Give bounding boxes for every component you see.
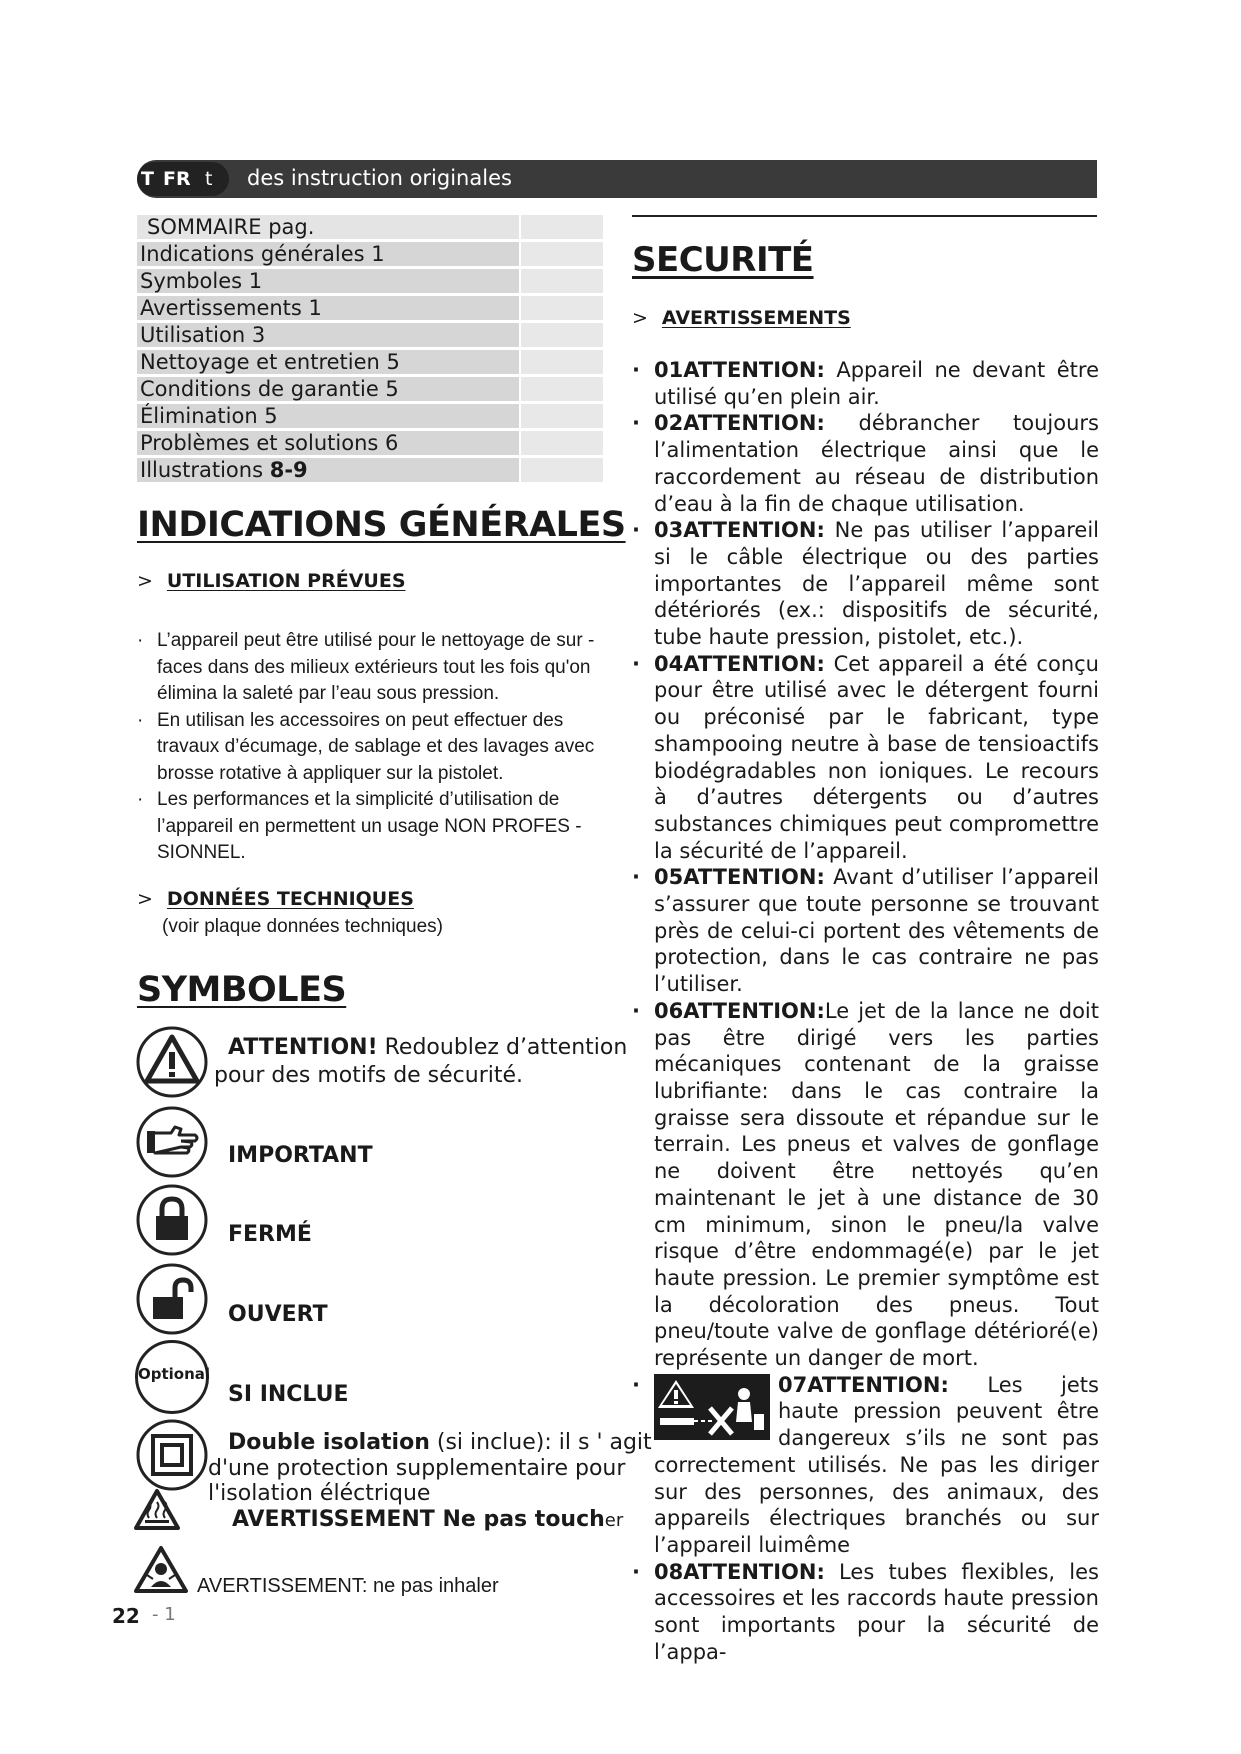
toc-heading: SOMMAIRE pag. bbox=[147, 215, 315, 239]
double-insulation-line3: l'isolation éléctrique bbox=[208, 1481, 431, 1506]
warnings-subtitle: > AVERTISSEMENTS bbox=[632, 307, 851, 329]
toc-item: Problèmes et solutions 6 bbox=[140, 431, 399, 455]
warning-02: · 02ATTENTION: débrancher toujours l’alimentation électrique ainsi que le raccordement au réseau de distribution d’eau à la fin de chaque utilisation. bbox=[632, 410, 1099, 517]
warning-04: · 04ATTENTION: Cet appareil a été conçu pour être utilisé avec le détergent fourni ou préconisé par le fabricant, type shampooing neutre à base de tensioactifs biodégradables non ioniques. Le recours à d’autres détergents ou d’autres substances chimiques peut compromettre la sécurité de l’appareil. bbox=[632, 651, 1099, 865]
header-title: des instruction originales bbox=[247, 166, 512, 190]
toc-row bbox=[137, 404, 603, 428]
warning-icon bbox=[135, 1025, 209, 1099]
important-label: IMPORTANT bbox=[228, 1143, 373, 1168]
page-number: 22 bbox=[112, 1604, 140, 1628]
toc-item: Utilisation 3 bbox=[140, 323, 266, 347]
no-spray-people-icon bbox=[654, 1374, 770, 1440]
double-insulation-line2: d'une protection supplementaire pour bbox=[208, 1456, 626, 1481]
toc-row bbox=[137, 269, 603, 293]
optional-icon-text: Optional bbox=[138, 1365, 211, 1383]
open-label: OUVERT bbox=[228, 1302, 328, 1327]
attention-line1: ATTENTION! Redoublez d’attention bbox=[228, 1035, 628, 1060]
toc-row bbox=[137, 350, 603, 374]
toc-item: Conditions de garantie 5 bbox=[140, 377, 399, 401]
included-label: SI INCLUE bbox=[228, 1382, 349, 1407]
toc-row bbox=[137, 377, 603, 401]
double-insulation-icon bbox=[135, 1418, 209, 1492]
toc-item: Avertissements 1 bbox=[140, 296, 322, 320]
pointing-hand-icon bbox=[135, 1105, 209, 1179]
indications-title: INDICATIONS GÉNÉRALES bbox=[137, 505, 626, 545]
optional-icon bbox=[135, 1340, 209, 1414]
toc-item: Indications générales 1 bbox=[140, 242, 385, 266]
tech-subtitle: > DONNÉES TECHNIQUES bbox=[137, 888, 414, 910]
hot-surface-icon bbox=[133, 1488, 181, 1532]
lock-open-icon bbox=[135, 1262, 209, 1336]
toc-row bbox=[137, 242, 603, 266]
toc-row bbox=[137, 431, 603, 455]
toc-row bbox=[137, 323, 603, 347]
uses-subtitle: > UTILISATION PRÉVUES bbox=[137, 570, 406, 592]
toc-item: Élimination 5 bbox=[140, 404, 278, 428]
header-bar bbox=[137, 160, 1097, 198]
list-item: · L’appareil peut être utilisé pour le nettoyage de sur - faces dans des milieux extérieurs tout les fois qu'on élimina la saleté par l’eau sous pression. bbox=[137, 628, 603, 708]
uses-list bbox=[137, 628, 603, 867]
security-title: SECURITÉ bbox=[632, 240, 814, 280]
double-insulation-line1: Double isolation (si inclue): il s ' agit bbox=[228, 1430, 652, 1455]
symbols-title: SYMBOLES bbox=[137, 970, 347, 1010]
inhale-warning: AVERTISSEMENT: ne pas inhaler bbox=[197, 1575, 499, 1597]
pill-left-letter: T bbox=[141, 168, 154, 190]
toc-item: Nettoyage et entretien 5 bbox=[140, 350, 400, 374]
warning-08: · 08ATTENTION: Les tubes flexibles, les accessoires et les raccords haute pression sont importants pour la sécurité de l’appa- bbox=[632, 1559, 1099, 1666]
pill-right-letter: t bbox=[205, 168, 213, 190]
language-pill bbox=[137, 162, 229, 196]
attention-line2: pour des motifs de sécurité. bbox=[214, 1063, 524, 1088]
toc-item: Symboles 1 bbox=[140, 269, 263, 293]
warning-05: · 05ATTENTION: Avant d’utiliser l’appareil s’assurer que toute personne se trouvant près de celui-ci portent des vêtements de protection, dans le cas contraire ne pas l’utiliser. bbox=[632, 864, 1099, 998]
toc-row bbox=[137, 296, 603, 320]
toc-row bbox=[137, 458, 603, 482]
lock-closed-icon bbox=[135, 1183, 209, 1257]
page-sub-number: - 1 bbox=[152, 1604, 176, 1625]
toc-row bbox=[137, 215, 603, 239]
hot-surface-warning: AVERTISSEMENT Ne pas toucher bbox=[232, 1507, 624, 1532]
divider-line bbox=[632, 215, 1097, 217]
warning-01: · 01ATTENTION: Appareil ne devant être utilisé qu’en plein air. bbox=[632, 357, 1099, 410]
warning-07: · 07ATTENTION: Les jets haute pression peuvent être dangereux s’ils ne sont pas correctement utilisés. Ne pas les diriger sur des personnes, des animaux, des appareils électriques branchés ou sur l’appareil luimême bbox=[632, 1372, 1099, 1559]
warnings-list bbox=[632, 357, 1099, 1665]
closed-label: FERMÉ bbox=[228, 1222, 312, 1247]
list-item: · En utilisan les accessoires on peut effectuer des travaux d’écumage, de sablage et des lavages avec brosse rotative à appliquer sur la pistolet. bbox=[137, 708, 603, 788]
table-of-contents bbox=[137, 215, 603, 485]
no-inhale-icon bbox=[133, 1545, 189, 1595]
language-code: FR bbox=[163, 168, 191, 190]
toc-item-illustrations: Illustrations 8-9 bbox=[140, 458, 308, 482]
warning-06: · 06ATTENTION:Le jet de la lance ne doit pas être dirigé vers les parties mécaniques contenant de la graisse lubrifiante: dans le cas contraire la graisse sera dissoute et répandue sur le terrain. Les pneus et valves de gonflage ne doivent être nettoyés qu’en maintenant le jet à une distance de 30 cm minimum, sinon le pneu/la valve risque d’être endommagé(e) par le jet haute pression. Le premier symptôme est la décoloration des pneus. Tout pneu/toute valve de gonflage détérioré(e) représente un danger de mort. bbox=[632, 998, 1099, 1372]
list-item: · Les performances et la simplicité d’utilisation de l’appareil en permettent un usage NON PROFES - SIONNEL. bbox=[137, 787, 603, 867]
tech-note: (voir plaque données techniques) bbox=[162, 916, 443, 937]
warning-03: · 03ATTENTION: Ne pas utiliser l’appareil si le câble électrique ou des parties importantes de l’appareil même sont détériorés (ex.: dispositifs de sécurité, tube haute pression, pistolet, etc.). bbox=[632, 517, 1099, 651]
